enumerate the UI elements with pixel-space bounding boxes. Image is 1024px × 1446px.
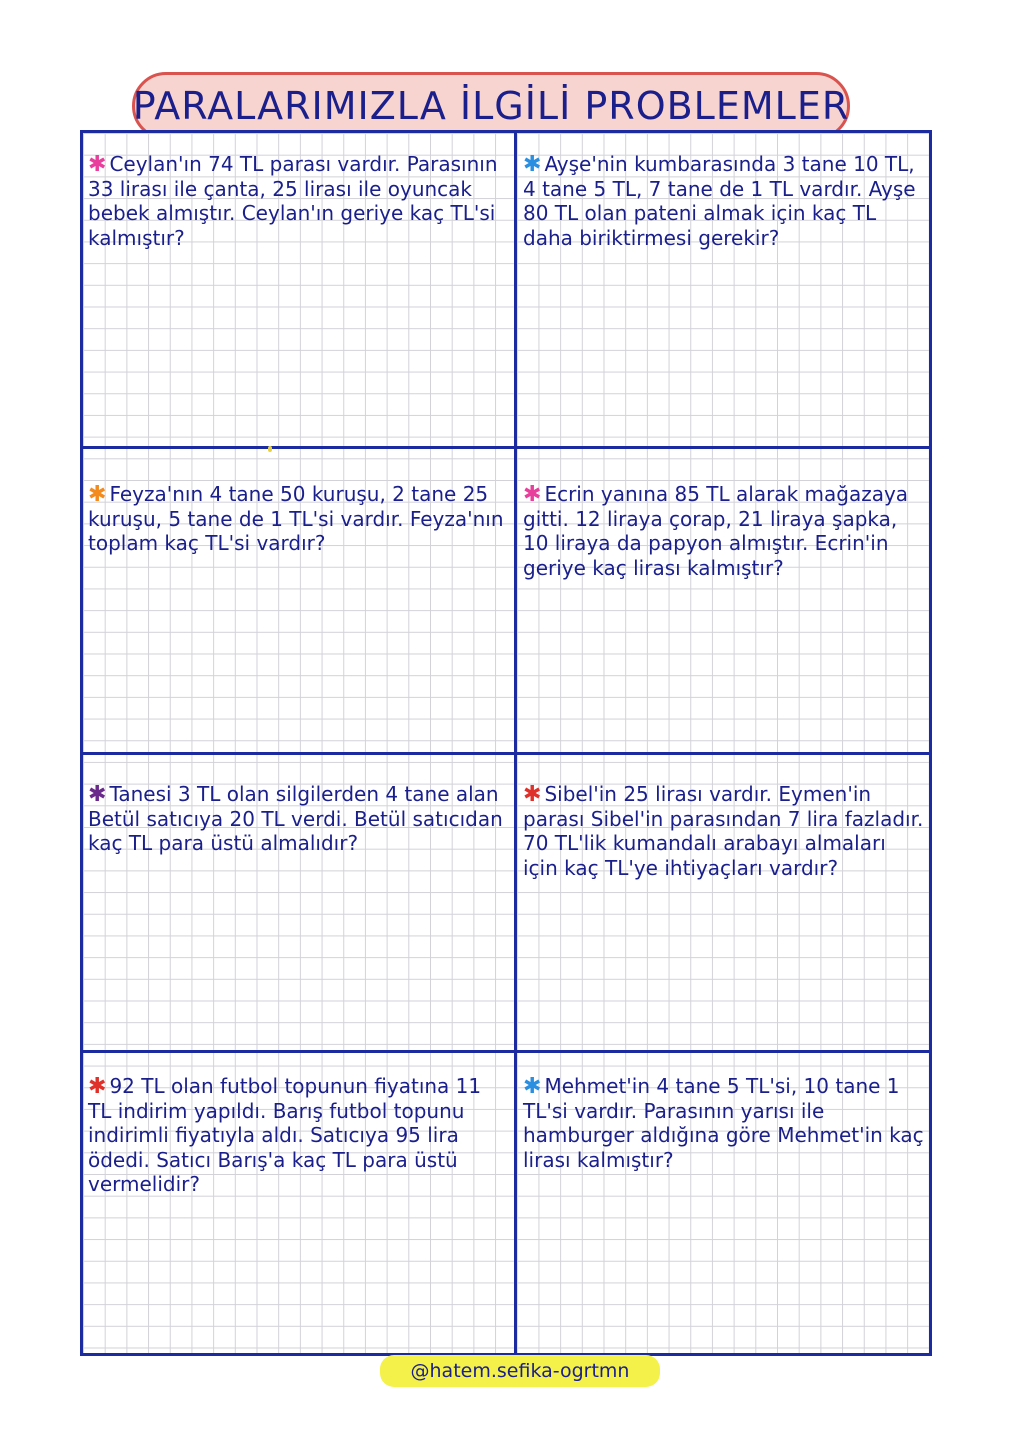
problem-text-5: ✱ Tanesi 3 TL olan silgilerden 4 tane alan Betül satıcıya 20 TL verdi. Betül satıcıdan kaç TL para üstü almalıdır?: [88, 782, 510, 855]
problem-text-2: ✱ Ayşe'nin kumbarasında 3 tane 10 TL, 4 tane 5 TL, 7 tane de 1 TL vardır. Ayşe 80 TL olan pateni almak için kaç TL daha biriktirmesi gerekir?: [523, 152, 922, 250]
problem-cell-4: [519, 482, 929, 580]
problem-cell-7: [84, 1074, 514, 1197]
page-title: PARALARIMIZLA İLGİLİ PROBLEMLER: [132, 84, 850, 128]
problem-cell-1: [84, 152, 514, 250]
author-tag: [380, 1355, 660, 1387]
problem-text-4: ✱ Ecrin yanına 85 TL alarak mağazaya gitti. 12 liraya çorap, 21 liraya şapka, 10 liraya da papyon almıştır. Ecrin'in geriye kaç lirası kalmıştır?: [523, 482, 915, 580]
problem-cell-2: [519, 152, 929, 250]
problem-cell-6: [519, 782, 929, 880]
row-divider-2: [80, 752, 932, 755]
problem-text-6: ✱ Sibel'in 25 lirası vardır. Eymen'in parası Sibel'in parasından 7 lira fazladır. 70 TL'lik kumandalı arabayı almaları için kaç TL'ye ihtiyaçları vardır?: [523, 782, 930, 880]
pencil-mark: [268, 446, 272, 452]
asterisk-icon: ✱: [523, 152, 542, 177]
author-handle: @hatem.sefika-ogrtmn: [410, 1360, 630, 1382]
asterisk-icon: ✱: [88, 152, 107, 177]
problem-text-3: ✱ Feyza'nın 4 tane 50 kuruşu, 2 tane 25 kuruşu, 5 tane de 1 TL'si vardır. Feyza'nın toplam kaç TL'si vardır?: [88, 482, 510, 555]
problem-cell-8: [519, 1074, 929, 1172]
asterisk-icon: ✱: [88, 782, 107, 807]
problem-text-7: ✱ 92 TL olan futbol topunun fiyatına 11 TL indirim yapıldı. Barış futbol topunu indirimli fiyatıyla aldı. Satıcıya 95 lira ödedi. Satıcı Barış'a kaç TL para üstü vermelidir?: [88, 1074, 488, 1196]
asterisk-icon: ✱: [523, 1074, 542, 1099]
problem-text-8: ✱ Mehmet'in 4 tane 5 TL'si, 10 tane 1 TL'si vardır. Parasının yarısı ile hamburger aldığına göre Mehmet'in kaç lirası kalmıştır?: [523, 1074, 931, 1172]
problem-cell-3: [84, 482, 514, 556]
row-divider-1: [80, 446, 932, 449]
problem-cell-5: [84, 782, 514, 856]
asterisk-icon: ✱: [88, 1074, 107, 1099]
asterisk-icon: ✱: [523, 782, 542, 807]
asterisk-icon: ✱: [88, 482, 107, 507]
asterisk-icon: ✱: [523, 482, 542, 507]
row-divider-3: [80, 1050, 932, 1053]
problem-text-1: ✱ Ceylan'ın 74 TL parası vardır. Parasının 33 lirası ile çanta, 25 lirası ile oyuncak bebek almıştır. Ceylan'ın geriye kaç TL'si kalmıştır?: [88, 152, 504, 250]
column-divider: [514, 130, 517, 1356]
